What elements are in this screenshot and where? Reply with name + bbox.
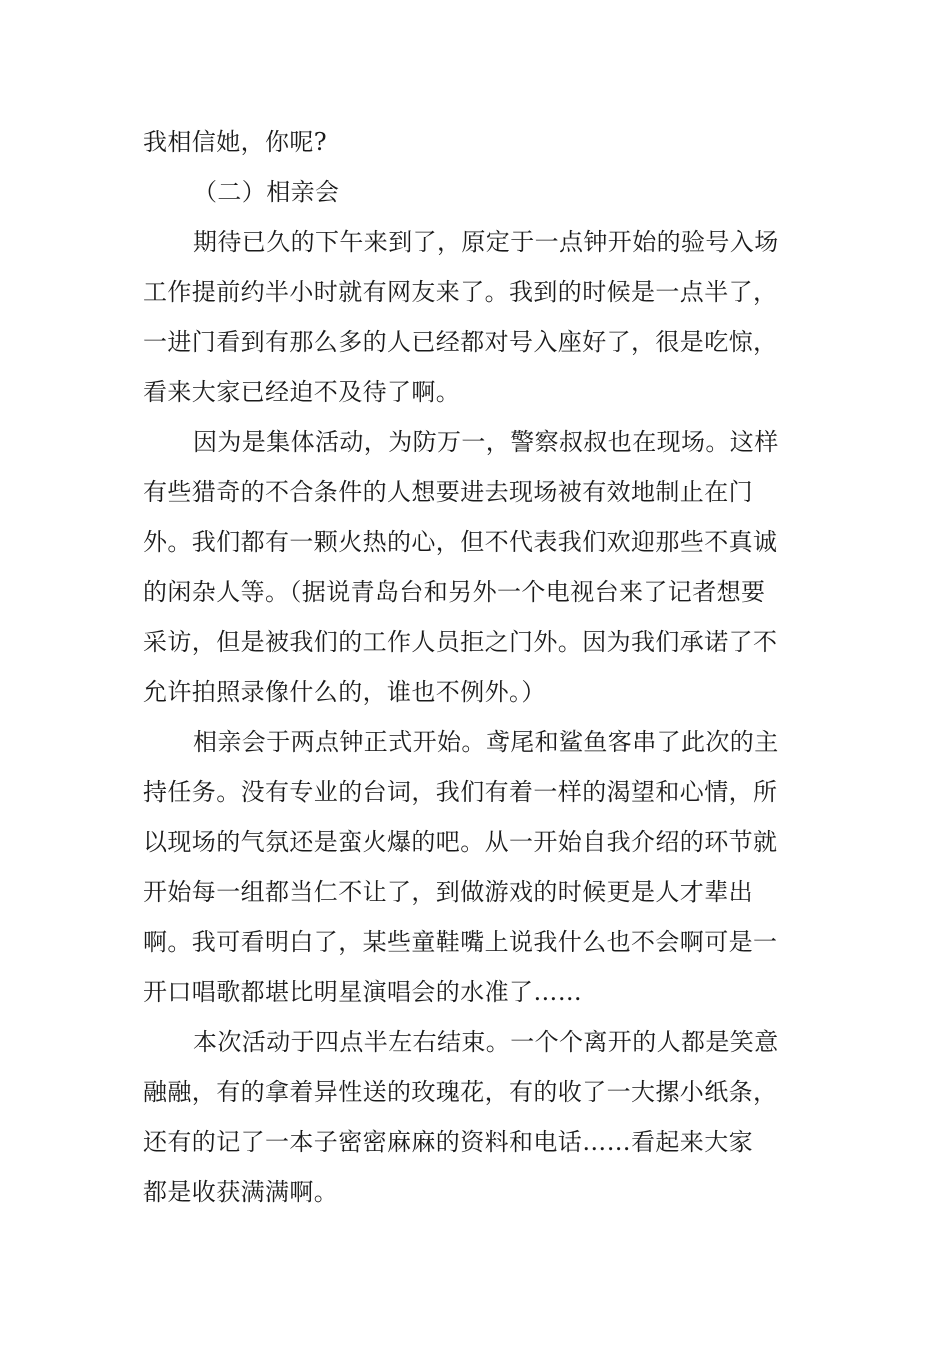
paragraph-first-line: 因为是集体活动，为防万一，警察叔叔也在现场。这样 bbox=[193, 428, 779, 456]
text-line: 采访，但是被我们的工作人员拒之门外。因为我们承诺了不 bbox=[143, 628, 778, 656]
text-line: 都是收获满满啊。 bbox=[143, 1178, 339, 1206]
text-line: 一进门看到有那么多的人已经都对号入座好了，很是吃惊， bbox=[143, 328, 778, 356]
text-line: 开始每一组都当仁不让了，到做游戏的时候更是人才辈出 bbox=[143, 878, 753, 906]
text-line: 以现场的气氛还是蛮火爆的吧。从一开始自我介绍的环节就 bbox=[143, 828, 778, 856]
text-line: 啊。我可看明白了，某些童鞋嘴上说我什么也不会啊可是一 bbox=[143, 928, 778, 956]
section-heading: （二）相亲会 bbox=[193, 178, 340, 206]
paragraph-first-line: 相亲会于两点钟正式开始。鸢尾和鲨鱼客串了此次的主 bbox=[193, 728, 779, 756]
text-line: 有些猎奇的不合条件的人想要进去现场被有效地制止在门 bbox=[143, 478, 753, 506]
text-line: 我相信她，你呢? bbox=[143, 128, 328, 156]
text-line: 工作提前约半小时就有网友来了。我到的时候是一点半了， bbox=[143, 278, 778, 306]
text-line: 持任务。没有专业的台词，我们有着一样的渴望和心情，所 bbox=[143, 778, 778, 806]
text-line: 外。我们都有一颗火热的心，但不代表我们欢迎那些不真诚 bbox=[143, 528, 778, 556]
paragraph-first-line: 期待已久的下午来到了，原定于一点钟开始的验号入场 bbox=[193, 228, 779, 256]
text-line: 允许拍照录像什么的，谁也不例外。） bbox=[143, 678, 546, 706]
text-line: 融融，有的拿着异性送的玫瑰花，有的收了一大摞小纸条， bbox=[143, 1078, 778, 1106]
text-line: 的闲杂人等。（据说青岛台和另外一个电视台来了记者想要 bbox=[143, 578, 766, 606]
text-line: 看来大家已经迫不及待了啊。 bbox=[143, 378, 461, 406]
paragraph-first-line: 本次活动于四点半左右结束。一个个离开的人都是笑意 bbox=[193, 1028, 779, 1056]
text-line: 开口唱歌都堪比明星演唱会的水准了…… bbox=[143, 978, 583, 1006]
text-line: 还有的记了一本子密密麻麻的资料和电话……看起来大家 bbox=[143, 1128, 753, 1156]
